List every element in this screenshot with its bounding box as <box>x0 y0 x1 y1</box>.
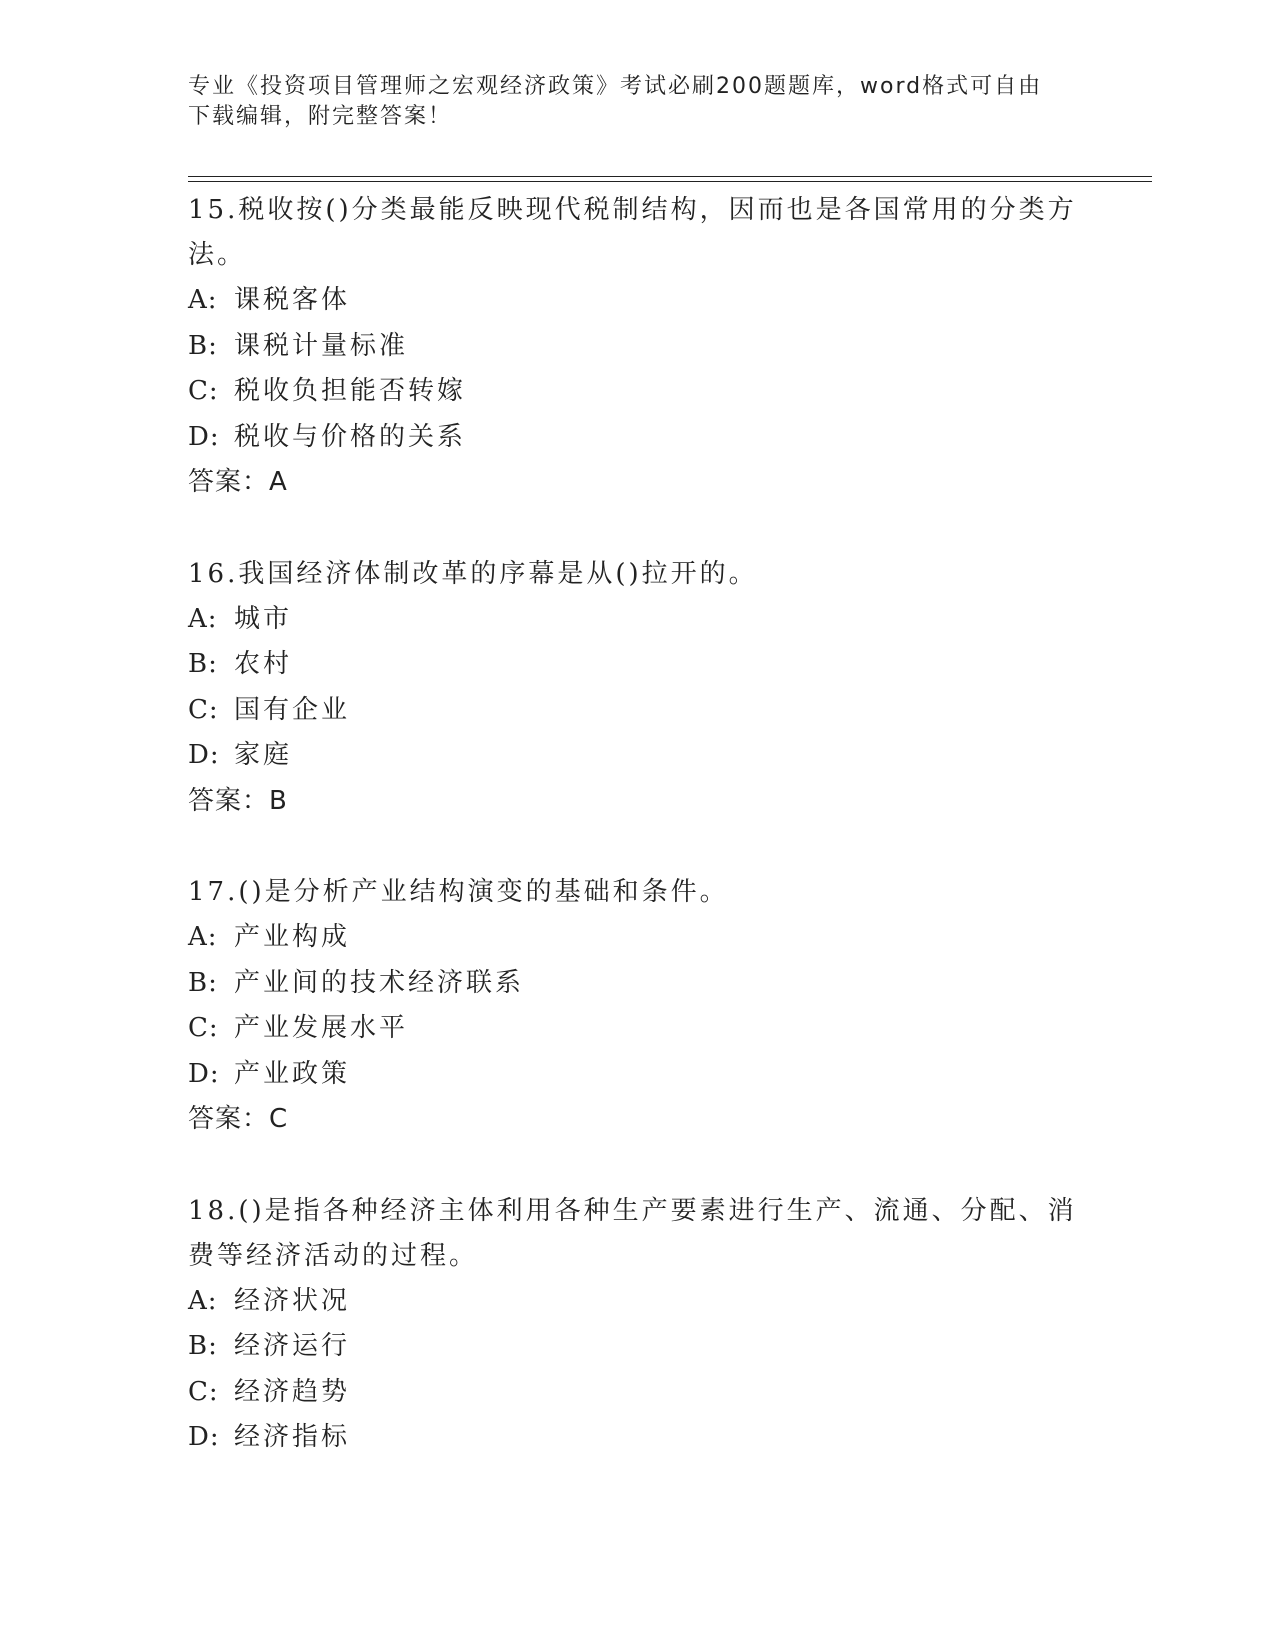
question-text: 16.我国经济体制改革的序幕是从()拉开的。 <box>188 558 758 589</box>
answer: 答案：C <box>188 1104 289 1134</box>
question-18 <box>188 1189 1088 1461</box>
question-15 <box>188 188 1088 506</box>
question-text-continued: 法。 <box>188 240 247 270</box>
question-17 <box>188 870 1088 1143</box>
answer: 答案：B <box>188 785 288 816</box>
option-d: D: 家庭 <box>188 740 293 770</box>
option-a: A: 产业构成 <box>188 922 351 952</box>
option-b: B: 课税计量标准 <box>188 330 409 361</box>
option-a: A: 经济状况 <box>188 1285 351 1316</box>
option-d: D: 税收与价格的关系 <box>188 421 467 452</box>
option-c: C: 国有企业 <box>188 694 351 725</box>
option-a: A: 城市 <box>188 603 293 634</box>
header-line-1: 专业《投资项目管理师之宏观经济政策》考试必刷200题题库，word格式可自由 <box>188 74 1043 99</box>
question-list <box>188 188 1088 1461</box>
option-c: C: 经济趋势 <box>188 1376 351 1407</box>
option-a: A: 课税客体 <box>188 285 351 315</box>
option-d: D: 经济指标 <box>188 1422 351 1452</box>
question-16 <box>188 552 1088 825</box>
answer: 答案：A <box>188 467 288 497</box>
option-c: C: 产业发展水平 <box>188 1013 409 1043</box>
option-b: B: 农村 <box>188 649 293 679</box>
option-b: B: 产业间的技术经济联系 <box>188 967 525 998</box>
header-divider-top <box>188 176 1152 177</box>
header-divider-bottom <box>188 181 1152 182</box>
option-d: D: 产业政策 <box>188 1058 351 1089</box>
question-text: 15.税收按()分类最能反映现代税制结构，因而也是各国常用的分类方 <box>188 195 1077 225</box>
question-text-continued: 费等经济活动的过程。 <box>188 1240 479 1271</box>
question-text: 18.()是指各种经济主体利用各种生产要素进行生产、流通、分配、消 <box>188 1195 1077 1226</box>
header-line-2: 下载编辑，附完整答案！ <box>188 104 453 129</box>
option-c: C: 税收负担能否转嫁 <box>188 376 467 406</box>
option-b: B: 经济运行 <box>188 1331 351 1361</box>
document-header <box>188 72 1088 132</box>
question-text: 17.()是分析产业结构演变的基础和条件。 <box>188 877 729 907</box>
